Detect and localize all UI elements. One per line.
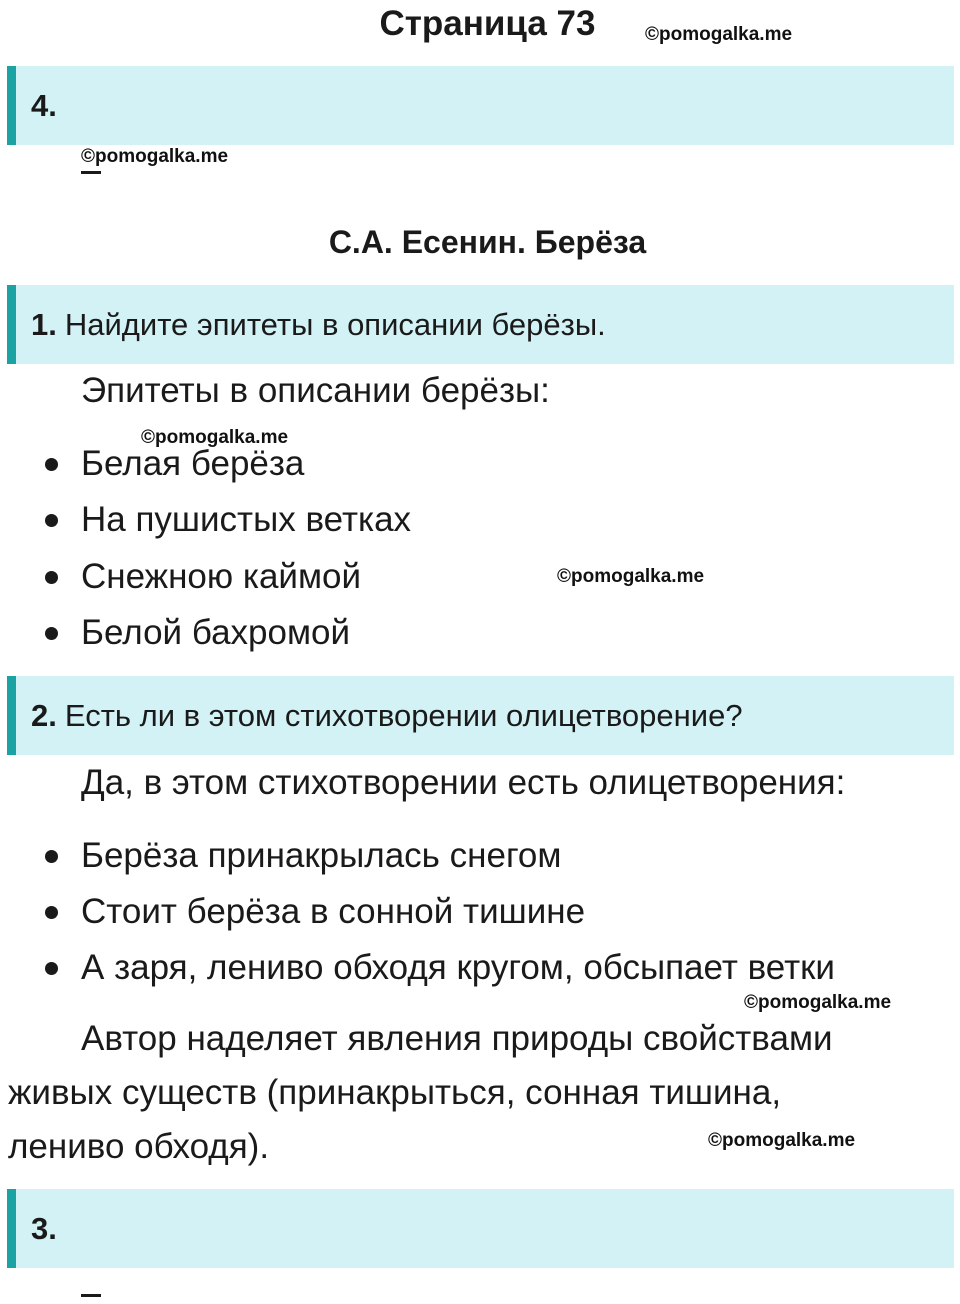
answer-dash — [81, 171, 101, 174]
list-item-text: Белая берёза — [81, 444, 305, 483]
list-item-text: Берёза принакрылась снегом — [81, 836, 562, 875]
page-title: Страница 73 — [379, 4, 596, 43]
question-1-bar — [7, 285, 954, 364]
question-3-bar — [7, 1189, 954, 1268]
list-item — [81, 500, 411, 540]
conclusion-line: Автор наделяет явления природы свойствами — [81, 1019, 833, 1058]
conclusion-line: лениво обходя). — [8, 1127, 270, 1166]
bullet-icon — [45, 514, 58, 527]
question-2-text: Есть ли в этом стихотворении олицетворение? — [64, 697, 743, 733]
watermark: ©pomogalka.me — [645, 24, 793, 45]
list-item-text: Снежною каймой — [81, 557, 362, 596]
watermark: ©pomogalka.me — [708, 1130, 856, 1151]
question-3-number: 3. — [31, 1210, 57, 1246]
question-4-number: 4. — [31, 87, 57, 123]
question-2-bar — [7, 676, 954, 755]
watermark: ©pomogalka.me — [557, 566, 705, 587]
list-item — [81, 836, 561, 876]
question-4-bar — [7, 66, 954, 145]
bullet-icon — [45, 458, 58, 471]
watermark: ©pomogalka.me — [744, 992, 892, 1013]
watermark: ©pomogalka.me — [81, 146, 229, 167]
answer-dash — [81, 1294, 101, 1297]
list-item — [81, 948, 835, 988]
section-title: С.А. Есенин. Берёза — [328, 224, 647, 260]
question-1-number: 1. — [31, 306, 57, 342]
bullet-icon — [45, 962, 58, 975]
list-item — [81, 613, 350, 653]
bullet-icon — [45, 906, 58, 919]
bullet-icon — [45, 627, 58, 640]
question-1-text: Найдите эпитеты в описании берёзы. — [64, 306, 606, 342]
bullet-icon — [45, 571, 58, 584]
conclusion-line: живых существ (принакрыться, сонная тишина, — [8, 1073, 782, 1112]
answer-2-intro: Да, в этом стихотворении есть олицетворения: — [81, 763, 846, 802]
list-item — [81, 557, 361, 597]
question-2-number: 2. — [31, 697, 57, 733]
list-item-text: Белой бахромой — [81, 613, 351, 652]
list-item-text: Стоит берёза в сонной тишине — [81, 892, 586, 931]
answer-1-intro: Эпитеты в описании берёзы: — [81, 371, 550, 410]
list-item — [81, 444, 304, 484]
bullet-icon — [45, 850, 58, 863]
list-item-text: На пушистых ветках — [81, 500, 412, 539]
watermark: ©pomogalka.me — [141, 427, 289, 448]
list-item — [81, 892, 585, 932]
list-item-text: А заря, лениво обходя кругом, обсыпает ветки — [81, 948, 835, 987]
